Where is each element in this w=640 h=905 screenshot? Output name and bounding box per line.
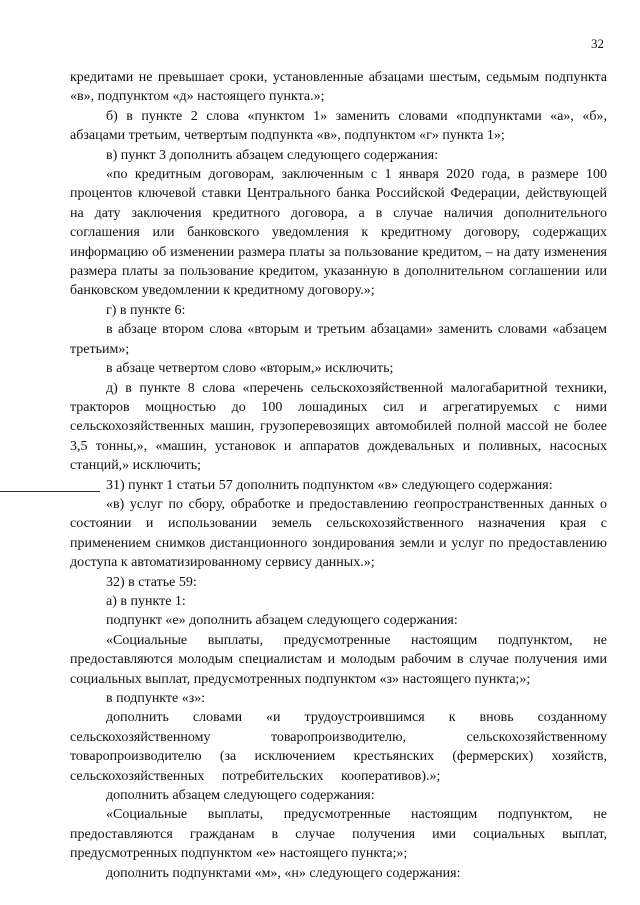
paragraph: «Социальные выплаты, предусмотренные настоящим подпунктом, не предоставляются гражданам в случае получения ими социальных выплат, предусмотренных подпунктом «е» настоящего пункта;»; (70, 807, 607, 862)
paragraph: «по кредитным договорам, заключенным с 1 января 2020 года, в размере 100 процентов ключевой ставки Центрального банка Российской Федерации, действующей на дату заключения кредитного договора, а в случае наличия дополнительного соглашения или банковского уведомления к кредитному договору, содержащих информацию об изменении размера платы за пользование кредитом, – на дату изменения размера платы за пользование кредитом, указанную в дополнительном соглашении или банковском уведомлении к кредитному договору.»; (70, 167, 607, 299)
paragraph: д) в пункте 8 слова «перечень сельскохозяйственной малогабаритной техники, тракторов мощностью до 100 лошадиных сил и агрегатируемых с ними сельскохозяйственных машин, грузоперевозящих автомобилей полной массой не более 3,5 тонны,», «машин, установок и аппаратов дождевальных и поливных, насосных станций,» исключить; (70, 380, 607, 474)
paragraph: кредитами не превышает сроки, установленные абзацами шестым, седьмым подпункта «в», подпунктом «д» настоящего пункта.»; (70, 70, 607, 105)
paragraph: а) в пункте 1: (106, 593, 186, 609)
paragraph: подпункт «е» дополнить абзацем следующего содержания: (106, 613, 458, 629)
paragraph: дополнить абзацем следующего содержания: (106, 788, 375, 804)
paragraph: в подпункте «з»: (106, 691, 206, 706)
paragraph: 32) в статье 59: (106, 574, 197, 590)
paragraph: г) в пункте 6: (106, 302, 186, 318)
paragraph: б) в пункте 2 слова «пунктом 1» заменить словами «подпунктами «а», «б», абзацами третьим, четвертым подпункта «в», подпунктом «г» пункта 1»; (70, 108, 607, 144)
paragraph: «в) услуг по сбору, обработке и предоставлению геопространственных данных о состоянии и использовании земель сельскохозяйственного назначения края с применением снимков дистанционного зондирования земли и услуг по предоставлению доступа к автоматизированному сервису данных.»; (70, 496, 607, 571)
paragraph: 31) пункт 1 статьи 57 дополнить подпунктом «в» следующего содержания: (106, 477, 553, 493)
paragraph: в) пункт 3 дополнить абзацем следующего содержания: (106, 147, 439, 163)
paragraph: «Социальные выплаты, предусмотренные настоящим подпунктом, не предоставляются молодым специалистам и молодым рабочим в случае получения ими социальных выплат, предусмотренных подпунктом «з» настоящего пункта;»; (70, 632, 607, 687)
document-body (70, 68, 607, 883)
page-number: 32 (591, 36, 604, 51)
paragraph: в абзаце втором слова «вторым и третьим абзацами» заменить словами «абзацем третьим»; (70, 322, 607, 357)
paragraph: дополнить словами «и трудоустроившимся к вновь созданному сельскохозяйственному товаропроизводителю, сельскохозяйственному товаропроизводителю (за исключением крестьянских (фермерских) хозяйств, сельскохозяйственных потребительских кооперативов).»; (70, 710, 607, 784)
paragraph: в абзаце четвертом слово «вторым,» исключить; (106, 361, 394, 377)
paragraph: дополнить подпунктами «м», «н» следующего содержания: (106, 865, 461, 881)
